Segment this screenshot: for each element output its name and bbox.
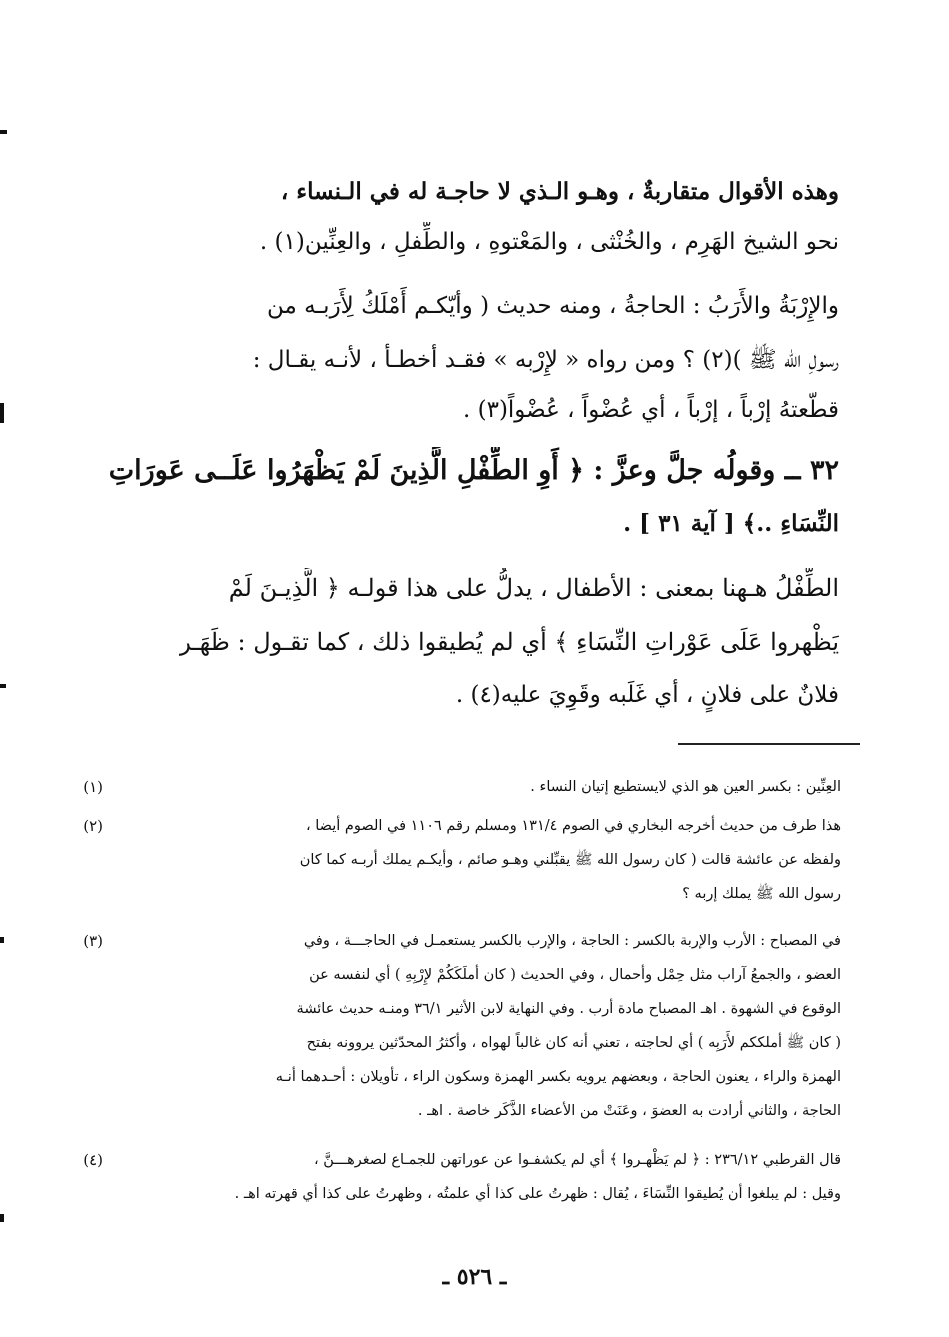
footnote-line: وقيل : لم يبلغوا أن يُطيقوا النِّسَاءَ ، يُقال : ظهرتُ على كذا أي علمتُه ، وظهرتُ على كذا أي قهرته اهـ . [234,1186,841,1202]
footnote-number: (١) [83,778,103,796]
footnote-line: العِنِّين : بكسر العين هو الذي لايستطيع إتيان النساء . [530,779,841,795]
footnote-line: قال القرطبي ٢٣٦/١٢ : ﴿ لم يَظْهـروا ﴾ أي لم يكشفـوا عن عوراتهن للجمـاع لصغرهـــنَّ ، [314,1152,841,1168]
verse-text [109,447,839,495]
footnote-number: (٤) [83,1151,103,1169]
footnote-separator [678,743,860,745]
paragraph-line: والإِرْبَةُ والأَرَبُ : الحاجةُ ، ومنه حديث ( وأيّكـم أَمْلَكُ لِأَرَبـه من [266,293,839,319]
verse-line: وقولُه جلَّ وعزَّ : ﴿ أَوِ الطِّفْلِ الَّذِينَ لَمْ يَظْهَرُوا عَلَــى عَورَاتِ [108,455,776,486]
commentary-line: الطِّفْلُ هـهنا بمعنى : الأطفال ، يدلُّ على هذا قولـه ﴿ الَّذِيـنَ لَمْ [228,574,839,602]
footnote-number: (٣) [83,932,103,950]
footnote-line: العضو ، والجمعُ آراب مثل حِمْل وأحمال ، وفي الحديث ( كان أملَكَكُمْ لإِرْبِهِ ) أي لنفسه عن [309,967,841,983]
page-number: ـ ٥٢٦ ـ [442,1264,507,1290]
paragraph-line: قطّعتهُ إرْباً ، إرْباً ، أي عُضْواً ، عُضْواً(٣) . [462,397,839,423]
footnote-line: الحاجة ، والثاني أرادت به العضوَ ، وعَنَتْ من الأعضاء الذَّكَر خاصة . اهـ . [417,1103,841,1119]
footnote-line: الهمزة والراء ، يعنون الحاجة ، وبعضهم يرويه بكسر الهمزة وسكون الراء ، تأويلان : أحـدهما أنـه [275,1069,841,1085]
footnote-line: ( كان ﷺ أملككم لأَرَبِه ) أي لحاجته ، تعني أنه كان غالباً لهواه ، وأكثرُ المحدّثين يروونه بفتح [306,1035,841,1051]
verse-number: ٣٢ ــ [784,455,839,486]
paragraph-line: وهذه الأقوال متقاربةٌ ، وهـو الـذي لا حاجـة له في الـنساء ، [280,178,839,205]
footnote-number: (٢) [83,817,103,835]
footnote-line: هذا طرف من حديث أخرجه البخاري في الصوم ١٣١/٤ ومسلم رقم ١١٠٦ في الصوم أيضا ، [305,818,841,834]
scan-edge-mark [0,684,6,688]
footnote-line: ولفظه عن عائشة قالت ( كان رسول الله ﷺ يقبِّلني وهـو صائم ، وأيكـم يملك أربـه كما كان [299,852,841,868]
paragraph-line: نحو الشيخ الهَرِم ، والخُنْثى ، والمَعْتوهِ ، والطِّفلِ ، والعِنِّين(١) . [259,229,839,255]
scan-edge-mark [0,403,4,423]
footnote-line: في المصباح : الأرب والإربة بالكسر : الحاجة ، والإرب بالكسر يستعمـل في الحاجـــة ، وفي [303,933,841,949]
footnote-line: الوقوع في الشهوة . اهـ المصباح مادة أرب . وفي النهاية لابن الأثير ٣٦/١ ومنـه حديث عائشة [296,1001,841,1017]
verse-line: النِّسَاءِ ..﴾ [ آية ٣١ ] . [623,510,839,537]
commentary-line: فلانٌ على فلانٍ ، أي غَلَبه وقَوِيَ عليه(٤) . [455,682,839,708]
scan-edge-mark [0,937,4,943]
footnote-line: رسول الله ﷺ يملك إربه ؟ [682,886,841,902]
scan-edge-mark [0,1214,4,1222]
paragraph-line: رسولِ الله ﷺ )(٢) ؟ ومن رواه « لإِرْبه » فقـد أخطـأ ، لأنـه يقـال : [252,347,839,373]
commentary-line: يَظْهروا عَلَى عَوْراتِ النِّسَاءِ ﴾ أي لم يُطيقوا ذلك ، كما تقـول : ظَهَـر [179,628,839,656]
scan-edge-mark [0,130,7,134]
